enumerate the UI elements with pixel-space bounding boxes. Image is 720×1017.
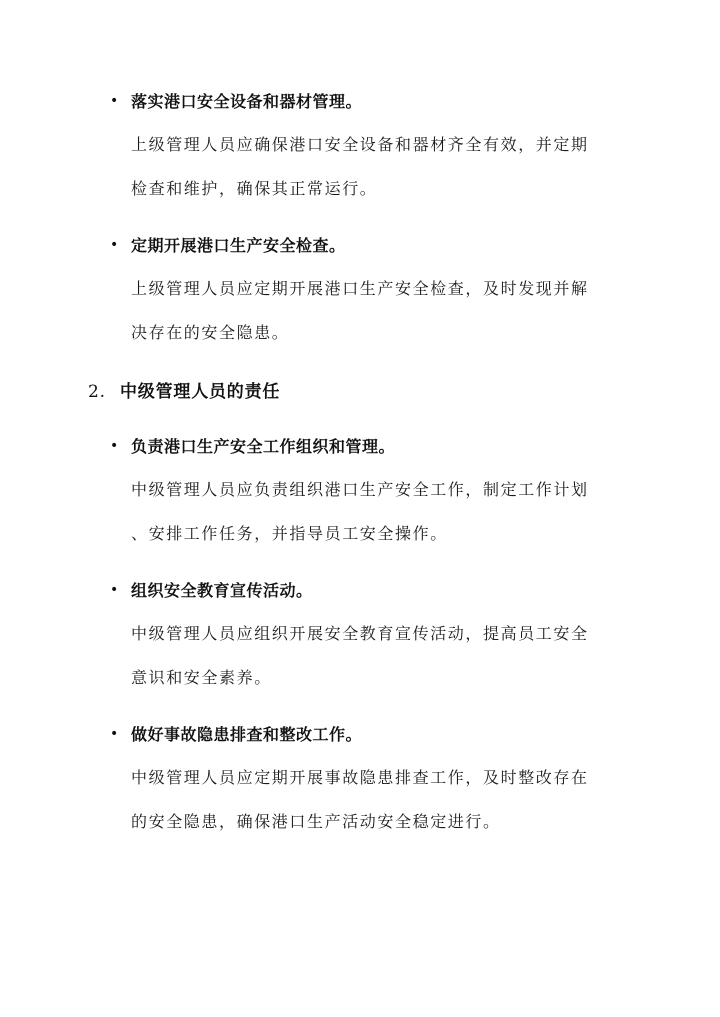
paragraph-line: 中级管理人员应组织开展安全教育宣传活动，提高员工安全 — [131, 624, 589, 643]
bullet-icon: • — [110, 93, 119, 109]
paragraph-line: 决存在的安全隐患。 — [131, 323, 290, 342]
item-title: 落实港口安全设备和器材管理。 — [131, 92, 363, 111]
paragraph-line: 中级管理人员应定期开展事故隐患排查工作，及时整改存在 — [131, 768, 589, 787]
paragraph-line: 检查和维护，确保其正常运行。 — [131, 179, 378, 198]
bullet-icon: • — [110, 726, 119, 742]
paragraph-line: 上级管理人员应定期开展港口生产安全检查，及时发现并解 — [131, 279, 589, 298]
item-title: 定期开展港口生产安全检查。 — [131, 236, 346, 255]
section-heading — [88, 377, 280, 402]
paragraph-line: 、安排工作任务，并指导员工安全操作。 — [131, 524, 448, 543]
paragraph-line: 上级管理人员应确保港口安全设备和器材齐全有效，并定期 — [131, 135, 589, 154]
paragraph-line: 意识和安全素养。 — [131, 668, 272, 687]
bullet-icon: • — [110, 438, 119, 454]
paragraph-line: 的安全隐患，确保港口生产活动安全稳定进行。 — [131, 812, 501, 831]
item-title: 负责港口生产安全工作组织和管理。 — [131, 437, 396, 456]
section-title: 中级管理人员的责任 — [120, 382, 281, 402]
bullet-icon: • — [110, 582, 119, 598]
item-title: 做好事故隐患排查和整改工作。 — [131, 725, 363, 744]
bullet-icon: • — [110, 237, 119, 253]
item-title: 组织安全教育宣传活动。 — [131, 581, 313, 600]
section-number: 2. — [88, 382, 106, 402]
paragraph-line: 中级管理人员应负责组织港口生产安全工作，制定工作计划 — [131, 480, 589, 499]
